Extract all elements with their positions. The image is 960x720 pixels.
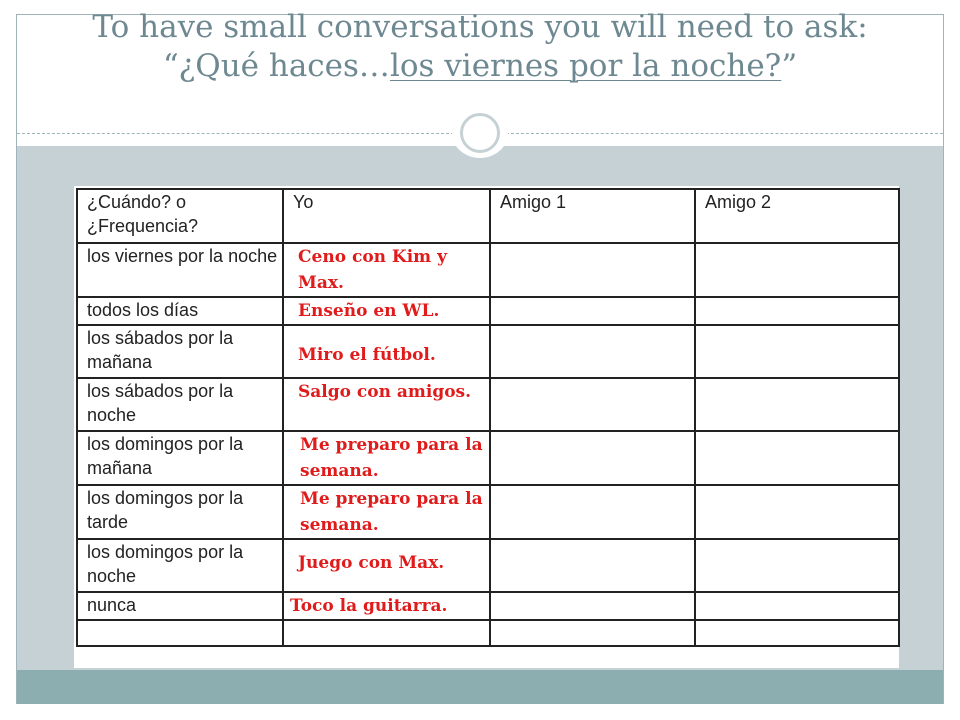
header-amigo-2: Amigo 2	[695, 189, 899, 243]
cell-yo: Ceno con Kim y Max.	[283, 243, 490, 297]
cell-amigo-1	[490, 297, 695, 325]
cell-amigo-2	[695, 539, 899, 592]
cell-amigo-2	[695, 297, 899, 325]
cell-cuando: los sábados por la mañana	[77, 325, 283, 378]
cell-yo	[283, 620, 490, 646]
table-row	[77, 539, 899, 592]
table-row	[77, 431, 899, 485]
cell-amigo-1	[490, 431, 695, 485]
cell-cuando: los domingos por la noche	[77, 539, 283, 592]
cell-cuando: todos los días	[77, 297, 283, 325]
frequency-table	[76, 188, 900, 647]
title-line-2-suffix: ”	[781, 48, 798, 84]
title-line-1: To have small conversations you will need to ask:	[92, 9, 868, 45]
table-row	[77, 243, 899, 297]
cell-cuando	[77, 620, 283, 646]
title-line-2	[17, 47, 943, 86]
cell-amigo-1	[490, 620, 695, 646]
header-cuando: ¿Cuándo? o ¿Frequencia?	[77, 189, 283, 243]
decorative-ring-icon	[452, 108, 508, 158]
cell-amigo-2	[695, 243, 899, 297]
slide-title	[17, 8, 943, 86]
table-row	[77, 378, 899, 431]
table-row	[77, 297, 899, 325]
cell-yo: Enseño en WL.	[283, 297, 490, 325]
cell-cuando: los domingos por la mañana	[77, 431, 283, 485]
cell-amigo-1	[490, 325, 695, 378]
cell-yo: Me preparo para la semana.	[283, 485, 490, 539]
cell-amigo-2	[695, 620, 899, 646]
footer-bar	[17, 670, 943, 704]
header-amigo-1: Amigo 1	[490, 189, 695, 243]
cell-yo: Toco la guitarra.	[283, 592, 490, 620]
cell-amigo-1	[490, 485, 695, 539]
title-line-2-underlined: los viernes por la noche?	[389, 48, 782, 84]
table-row	[77, 325, 899, 378]
cell-amigo-1	[490, 592, 695, 620]
cell-yo: Salgo con amigos.	[283, 378, 490, 431]
title-line-2-prefix: “¿Qué haces…	[162, 48, 390, 84]
table-row	[77, 620, 899, 646]
cell-cuando: nunca	[77, 592, 283, 620]
cell-cuando: los viernes por la noche	[77, 243, 283, 297]
cell-amigo-2	[695, 325, 899, 378]
cell-amigo-1	[490, 378, 695, 431]
cell-amigo-2	[695, 592, 899, 620]
header-yo: Yo	[283, 189, 490, 243]
cell-amigo-1	[490, 539, 695, 592]
cell-amigo-1	[490, 243, 695, 297]
table-header-row	[77, 189, 899, 243]
cell-amigo-2	[695, 378, 899, 431]
table-row	[77, 485, 899, 539]
cell-yo: Juego con Max.	[283, 539, 490, 592]
cell-amigo-2	[695, 485, 899, 539]
cell-cuando: los sábados por la noche	[77, 378, 283, 431]
cell-yo: Miro el fútbol.	[283, 325, 490, 378]
cell-cuando: los domingos por la tarde	[77, 485, 283, 539]
table-row	[77, 592, 899, 620]
cell-yo: Me preparo para la semana.	[283, 431, 490, 485]
cell-amigo-2	[695, 431, 899, 485]
